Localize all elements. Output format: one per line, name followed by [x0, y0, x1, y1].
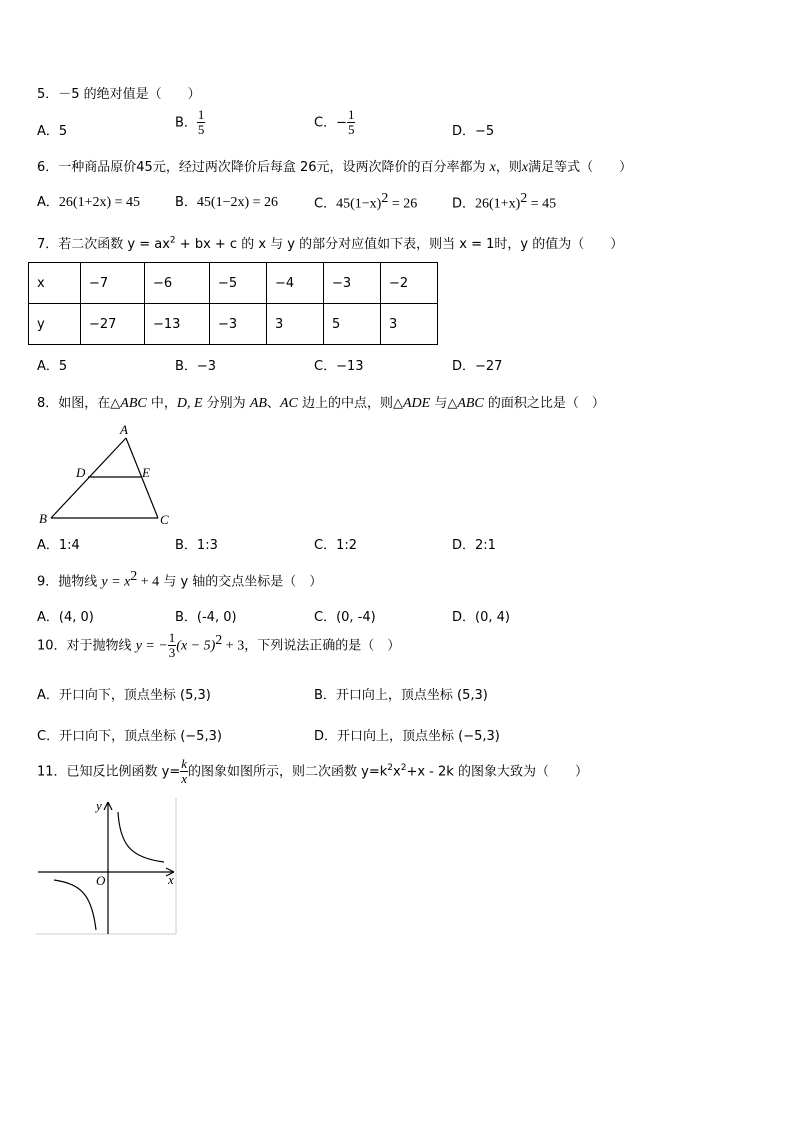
q7-option-b: B．−3: [175, 359, 217, 374]
q8-option-a: A．1:4: [37, 538, 80, 553]
hyperbola-branch-1: [118, 812, 164, 862]
q10-denominator: 3: [168, 645, 176, 661]
q11-stem-part-a: 11．已知反比例函数 y=: [37, 764, 181, 780]
table-row-x: [29, 263, 438, 304]
label-e: E: [142, 465, 150, 480]
q10-stem-part-b: ，下列说法正确的是（ ）: [244, 638, 401, 654]
table-cell: 3: [267, 304, 324, 345]
q8-option-b: B．1:3: [175, 538, 218, 553]
q10-option-a: A．开口向下，顶点坐标 (5,3): [37, 688, 211, 703]
label-origin: O: [96, 873, 106, 888]
q10-stem-part-a: 10．对于抛物线: [37, 638, 136, 654]
q6-d-exponent: 2: [520, 191, 528, 206]
q8-abc: ABC: [120, 396, 147, 411]
q8-triangle-figure: [36, 420, 176, 530]
question-11-stem: [37, 757, 588, 787]
q7-option-d: D．−27: [452, 359, 503, 374]
q5-c-denominator: 5: [347, 122, 355, 138]
q8-option-d: D．2:1: [452, 538, 496, 553]
q11-fraction: [180, 757, 188, 787]
q8-de: D, E: [176, 396, 203, 411]
question-7-stem: [37, 233, 623, 252]
table-cell: 3: [381, 304, 438, 345]
q6-option-c: [314, 191, 417, 212]
q5-option-a: A．5: [37, 124, 68, 139]
hyperbola-branch-3: [54, 880, 96, 930]
q11-hyperbola-figure: [36, 798, 180, 936]
q6-option-a: [37, 191, 140, 211]
q5-option-b: [175, 108, 205, 138]
q6-c-expr-b: = 26: [388, 196, 418, 212]
q8-stem-part-g: 的面积之比是（ ）: [483, 396, 605, 411]
q7-stem-exponent: 2: [169, 235, 176, 246]
q7-value-table: [28, 262, 438, 345]
question-5-stem: 5．－5 的绝对值是（ ）: [37, 87, 201, 102]
q7-stem-part-b: + bx + c 的 x 与 y 的部分对应值如下表，则当 x = 1时，y 的值为（ ）: [175, 237, 624, 252]
q11-stem-part-b: 的图象如图所示，则二次函数 y=k: [188, 764, 388, 780]
q6-stem-var: x: [489, 160, 496, 175]
q10-option-b: B．开口向上，顶点坐标 (5,3): [314, 688, 488, 703]
q6-c-prefix: C．: [314, 196, 337, 212]
q9-option-d: D．(0, 4): [452, 610, 510, 625]
q5-option-b-prefix: B．: [175, 115, 197, 131]
q8-stem-part-a: 8．如图，在△: [37, 396, 121, 411]
q10-exponent: 2: [215, 632, 223, 648]
q5-c-numerator: 1: [347, 107, 355, 122]
label-c: C: [160, 512, 169, 527]
label-d: D: [76, 465, 86, 480]
q11-exponent-2: 2: [400, 762, 407, 773]
table-cell: −2: [381, 263, 438, 304]
q5-option-b-fraction: [197, 108, 206, 138]
q5-b-numerator: 1: [197, 107, 205, 122]
q8-abc2: ABC: [457, 396, 484, 411]
q8-stem-part-f: 与△: [430, 396, 458, 411]
q7-stem-part-a: 7．若二次函数 y = ax: [37, 237, 170, 252]
q11-stem-part-d: +x - 2k 的图象大致为（ ）: [406, 764, 588, 780]
table-cell: −4: [267, 263, 324, 304]
q6-d-expr-a: 26(1+x): [475, 196, 521, 212]
q6-a-expr: 26(1+2x) = 45: [58, 195, 141, 210]
q8-ac: AC: [279, 396, 298, 411]
q6-c-exponent: 2: [381, 191, 389, 206]
q8-stem-part-d: 、: [266, 396, 280, 411]
q10-expr-b: + 3: [222, 638, 245, 654]
q9-option-b: B．(-4, 0): [175, 610, 237, 625]
q5-option-d: D．−5: [452, 124, 495, 139]
q9-option-a: A．(4, 0): [37, 610, 94, 625]
q8-ade: ADE: [402, 396, 431, 411]
q6-d-prefix: D．: [452, 196, 476, 212]
triangle-side-ab: [51, 438, 126, 518]
q9-expr-a: y = x: [101, 574, 131, 590]
table-cell: 5: [324, 304, 381, 345]
table-cell-y-label: y: [29, 304, 81, 345]
q7-option-c: C．−13: [314, 359, 364, 374]
table-cell: −7: [81, 263, 145, 304]
q9-stem-part-a: 9．抛物线: [37, 574, 102, 590]
q9-option-c: C．(0, -4): [314, 610, 376, 625]
label-x: x: [168, 872, 174, 887]
table-cell: −3: [324, 263, 381, 304]
table-cell: −3: [210, 304, 267, 345]
question-6-stem: [37, 156, 632, 176]
q11-numerator: k: [181, 756, 188, 771]
question-9-stem: [37, 569, 322, 590]
q9-expr-b: + 4: [137, 574, 160, 590]
q8-ab: AB: [249, 396, 267, 411]
table-cell: −27: [81, 304, 145, 345]
q11-exponent: 2: [387, 762, 394, 773]
q6-stem-part-a: 6．一种商品原价45元，经过两次降价后每盒 26元，设两次降价的百分率都为: [37, 160, 490, 175]
q11-denominator: x: [181, 771, 188, 787]
table-cell-x-label: x: [29, 263, 81, 304]
label-b: B: [39, 511, 47, 526]
q6-stem-var2: x: [521, 160, 529, 175]
q11-stem-part-c: x: [393, 764, 401, 780]
table-cell: −6: [145, 263, 210, 304]
q6-stem-part-c: 满足等式（ ）: [528, 160, 633, 175]
table-cell: −13: [145, 304, 210, 345]
label-a: A: [120, 422, 128, 437]
q10-y: y = −: [135, 638, 168, 654]
q5-b-denominator: 5: [197, 122, 205, 138]
q10-expr: (x − 5): [176, 638, 216, 654]
q6-option-b: [175, 191, 278, 211]
q7-option-a: A．5: [37, 359, 68, 374]
q8-option-c: C．1:2: [314, 538, 357, 553]
table-cell: −5: [210, 263, 267, 304]
q5-option-c-prefix: C．−: [314, 115, 347, 131]
q10-option-c: C．开口向下，顶点坐标 (−5,3): [37, 729, 222, 744]
q6-b-prefix: B．: [175, 195, 197, 210]
table-row-y: [29, 304, 438, 345]
question-10-stem: [37, 631, 400, 661]
q8-stem-part-e: 边上的中点，则△: [297, 396, 403, 411]
question-8-stem: [37, 392, 605, 412]
q6-d-expr-b: = 45: [527, 196, 557, 212]
q10-option-d: D．开口向上，顶点坐标 (−5,3): [314, 729, 500, 744]
q5-option-c: [314, 108, 355, 138]
q6-c-expr-a: 45(1−x): [336, 196, 382, 212]
q9-stem-part-b: 与 y 轴的交点坐标是（ ）: [159, 574, 323, 590]
q6-a-prefix: A．: [37, 195, 59, 210]
q10-numerator: 1: [168, 630, 176, 645]
q6-stem-part-b: ，则: [495, 160, 522, 175]
q6-option-d: [452, 191, 556, 212]
q9-exponent: 2: [130, 569, 138, 584]
q8-stem-part-b: 中，: [146, 396, 177, 411]
q6-b-expr: 45(1−2x) = 26: [196, 195, 279, 210]
q8-stem-part-c: 分别为: [202, 396, 250, 411]
label-y: y: [96, 798, 102, 813]
q5-option-c-fraction: [347, 108, 356, 138]
